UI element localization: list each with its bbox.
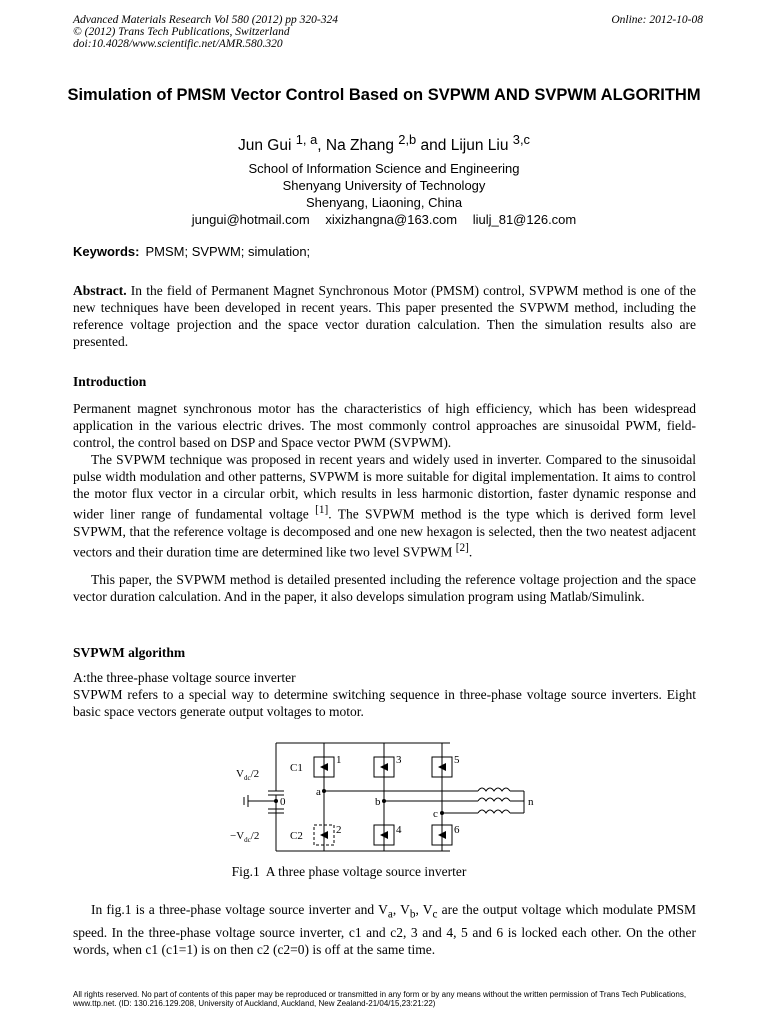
abstract-text: In the field of Permanent Magnet Synchronous Motor (PMSM) control, SVPWM method is one of the new techniques have been developed in recent years. This paper presented the SVPWM method, including the reference voltage projection and the space vector duration calculation. Then the simulation results also are presented. bbox=[73, 283, 696, 349]
email-link[interactable]: liulj_81@126.com bbox=[472, 212, 577, 227]
affiliation-location: Shenyang, Liaoning, China bbox=[305, 195, 463, 210]
switch-5-label: 5 bbox=[454, 754, 460, 766]
author-affiliation-mark: 3,c bbox=[512, 132, 530, 147]
svpwm-paragraph-2 bbox=[73, 901, 696, 958]
abstract-label: Abstract. bbox=[73, 283, 127, 298]
svpwm-paragraph-1: SVPWM refers to a special way to determine switching sequence in three-phase voltage source inverters. Eight basic space vectors generate output voltages to motor. bbox=[73, 687, 696, 719]
author-emails bbox=[60, 211, 708, 228]
intro-paragraph-1: Permanent magnet synchronous motor has the characteristics of high efficiency, which has been widespread application in the various electric drives. The most commonly control approaches are sinusoidal PWM, field-control, the control based on DSP and Space vector PWM (SVPWM). bbox=[73, 401, 696, 450]
switch-1-label: 1 bbox=[336, 754, 342, 766]
keywords bbox=[73, 244, 310, 259]
affiliation-school: School of Information Science and Engineering bbox=[248, 161, 520, 176]
node-c-label: c bbox=[433, 808, 438, 820]
section-heading-svpwm: SVPWM algorithm bbox=[73, 645, 186, 660]
node-a-label: a bbox=[316, 786, 321, 798]
subscript: a bbox=[387, 908, 393, 921]
capacitor-c1-label: C1 bbox=[290, 762, 303, 774]
paper-title: Simulation of PMSM Vector Control Based on SVPWM AND SVPWM ALGORITHM bbox=[67, 86, 701, 104]
author-name: Jun Gui bbox=[238, 137, 292, 155]
figure-caption-text: A three phase voltage source inverter bbox=[265, 864, 467, 879]
affiliation-university: Shenyang University of Technology bbox=[282, 178, 486, 193]
email-link[interactable]: xixizhangna@163.com bbox=[325, 212, 458, 227]
figure-caption bbox=[0, 864, 698, 880]
switch-3-label: 3 bbox=[396, 754, 402, 766]
page-header bbox=[73, 14, 703, 50]
subsection-heading-a: A:the three-phase voltage source inverter bbox=[73, 670, 296, 685]
online-date: Online: 2012-10-08 bbox=[611, 14, 703, 26]
copyright-line: © (2012) Trans Tech Publications, Switzerland bbox=[73, 26, 290, 38]
keywords-label: Keywords: bbox=[73, 244, 140, 259]
subscript: c bbox=[432, 908, 438, 921]
email-link[interactable]: jungui@hotmail.com bbox=[191, 212, 310, 227]
section-heading-introduction: Introduction bbox=[73, 374, 147, 389]
intro-paragraph-2-text: . bbox=[468, 544, 473, 559]
intro-paragraph-2-text: . The SVPWM method is the type which is derived form level SVPWM, that the reference voltage is decomposed and one new hexagon is selected, then the two neatest adjacent vectors and their duration time are determined like two level SVPWM bbox=[73, 506, 696, 559]
vdc-bottom-label: $-V_{dc}/2$ bbox=[230, 830, 260, 844]
paragraph-text: are the output voltage which modulate PMSM speed. In the three-phase voltage source inverter, c1 and c2, 3 and 4, 5 and 6 is locked each other. On the other words, when c1 (c1=1) is on then c2 (c2=0) is off at the same time. bbox=[73, 902, 696, 957]
node-n-label: n bbox=[528, 796, 534, 808]
author-name: Na Zhang bbox=[325, 137, 394, 155]
figure-caption-label: Fig.1 bbox=[231, 864, 260, 879]
intro-paragraph-2-text: The SVPWM technique was proposed in recent years and widely used in inverter. Compared to the sinusoidal pulse width modulation and other patterns, SVPWM is more suitable for digital implementation. It aims to control the motor flux vector in a circular orbit, which results in less harmonic distortion, faster dynamic response and wider liner range of fundamental voltage bbox=[73, 452, 696, 522]
subscript: b bbox=[409, 908, 416, 921]
intro-paragraph-2 bbox=[73, 451, 696, 560]
author-conjunction: and bbox=[416, 137, 451, 155]
author-list bbox=[60, 132, 708, 155]
zero-node-label: 0 bbox=[280, 796, 286, 808]
journal-citation: Advanced Materials Research Vol 580 (2012) pp 320-324 bbox=[73, 14, 338, 26]
paragraph-text: , V bbox=[392, 902, 410, 917]
vdc-top-label: $V_{dc}/2$ bbox=[236, 768, 260, 782]
abstract bbox=[73, 282, 696, 350]
capacitor-c2-label: C2 bbox=[290, 830, 303, 842]
switch-6-label: 6 bbox=[454, 824, 460, 836]
node-b-label: b bbox=[375, 796, 381, 808]
author-affiliation-mark: 1, a bbox=[295, 132, 318, 147]
keywords-text: PMSM; SVPWM; simulation; bbox=[145, 244, 311, 259]
citation-ref[interactable]: [1] bbox=[315, 504, 329, 516]
affiliation-block bbox=[60, 160, 708, 228]
paragraph-text: , V bbox=[415, 902, 433, 917]
author-name: Lijun Liu bbox=[450, 137, 509, 155]
switch-2-label: 2 bbox=[336, 824, 342, 836]
citation-ref[interactable]: [2] bbox=[455, 541, 469, 554]
paragraph-text: In fig.1 is a three-phase voltage source inverter and V bbox=[91, 902, 388, 917]
inverter-circuit-figure bbox=[228, 735, 548, 857]
intro-paragraph-3: This paper, the SVPWM method is detailed presented including the reference voltage projection and the space vector duration calculation. And in the paper, it also develops simulation program using Matlab/Simulink. bbox=[73, 572, 696, 604]
author-separator: , bbox=[317, 137, 326, 155]
page-footer: All rights reserved. No part of contents of this paper may be reproduced or transmitted in any form or by any means without the written permission of Trans Tech Publications, www.ttp.net. (ID: 130.216.129.208, University of Auckland, Auckland, New Zealand-21/04/15,23:21:22) bbox=[73, 990, 687, 1008]
switch-4-label: 4 bbox=[396, 824, 402, 836]
doi-line: doi:10.4028/www.scientific.net/AMR.580.320 bbox=[73, 38, 283, 50]
author-affiliation-mark: 2,b bbox=[398, 132, 417, 147]
